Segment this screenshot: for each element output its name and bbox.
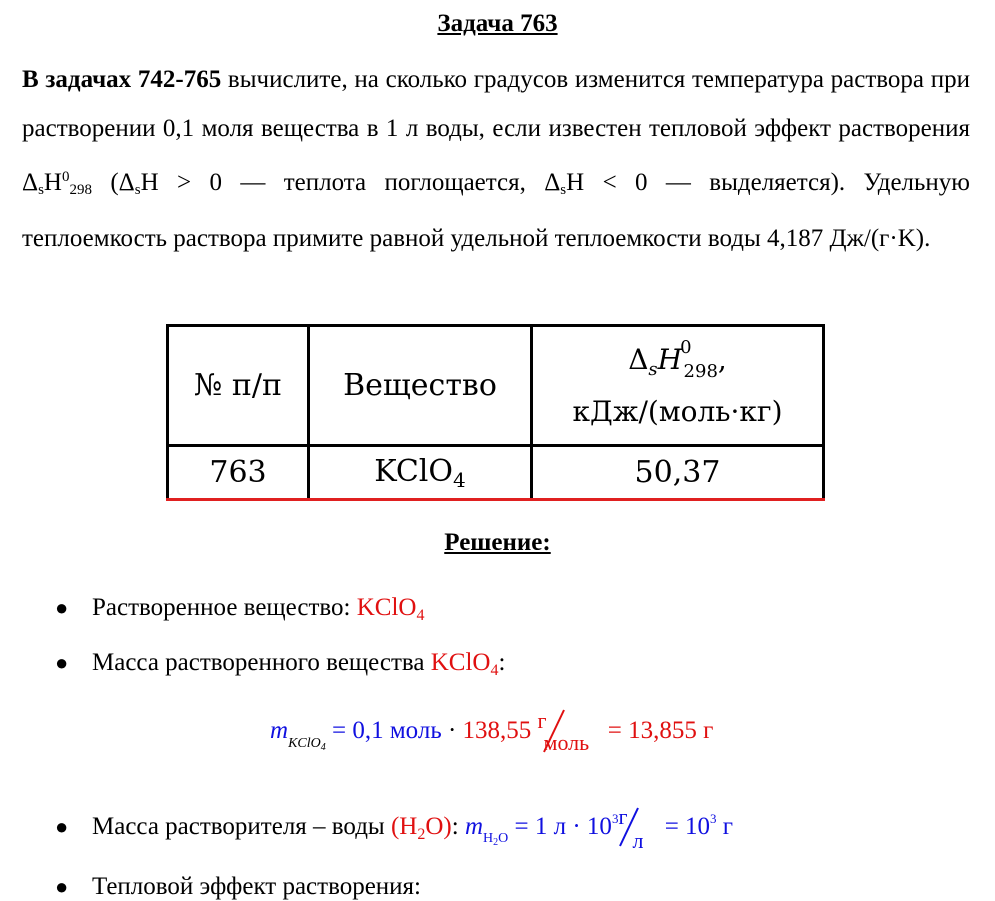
bullet-dissolved-substance: ● Растворенное вещество: KClO$_4$ [55, 594, 425, 624]
fraction-g-per-mol: г моль [537, 708, 590, 755]
bullet-dot: ● [55, 874, 69, 899]
statement-text: H > 0 — теплота поглощается, Δ [140, 169, 561, 197]
statement-text: H [43, 169, 62, 197]
formula-solute-mass: $m_{KClO4} = 0,1$ моль · 138,55 г моль = 13,855 г [270, 708, 714, 755]
sub-s: s [38, 182, 44, 199]
bullet-dot: ● [55, 814, 69, 839]
solution-title: Решение: [444, 529, 551, 556]
bullet-solute-mass: ● Масса растворенного вещества KClO$_4$: [55, 649, 506, 679]
data-table [166, 324, 825, 501]
row-value: 50,37 [532, 446, 824, 500]
problem-statement [22, 56, 970, 263]
sup-0: 0 [61, 169, 70, 186]
header-units: кДж/(моль·кг) [572, 394, 783, 428]
sub-s: s [134, 182, 141, 199]
bullet-dot: ● [55, 595, 69, 620]
row-substance: KClO$_4$ [309, 446, 532, 500]
bullet-dot: ● [55, 650, 69, 675]
header-number: № п/п [168, 326, 309, 446]
row-number: 763 [168, 446, 309, 500]
statement-lead: В задачах 742-765 [22, 66, 222, 93]
sub-s: s [560, 182, 567, 199]
statement-text: вычислите, на сколько градусов изменится температура раствора при растворении 0,1 моля вещества в 1 л воды, если известен тепловой эффект растворения Δ [22, 66, 970, 197]
bullet-solvent-mass: ● Масса растворителя – воды $(H_2O)$: $m_{H2O} = 1$ $л \cdot 10^3$ г л = $10^3$ г [55, 804, 734, 853]
bullet-heat-effect: ● Тепловой эффект растворения: [55, 873, 422, 900]
header-enthalpy: $\Delta_sH^0_{298}$, кДж/(моль·кг) [532, 326, 824, 446]
statement-text: H < 0 — выделяется). Удельную теплоемкость раствора примите равной удельной теплоемкости воды 4,187 Дж/(г·K). [22, 169, 970, 252]
statement-text: (Δ [91, 169, 135, 197]
header-substance: Вещество [309, 326, 532, 446]
sub-298: 298 [69, 182, 92, 199]
fraction-g-per-l: г л [618, 804, 644, 853]
problem-title: Задача 763 [437, 10, 558, 37]
